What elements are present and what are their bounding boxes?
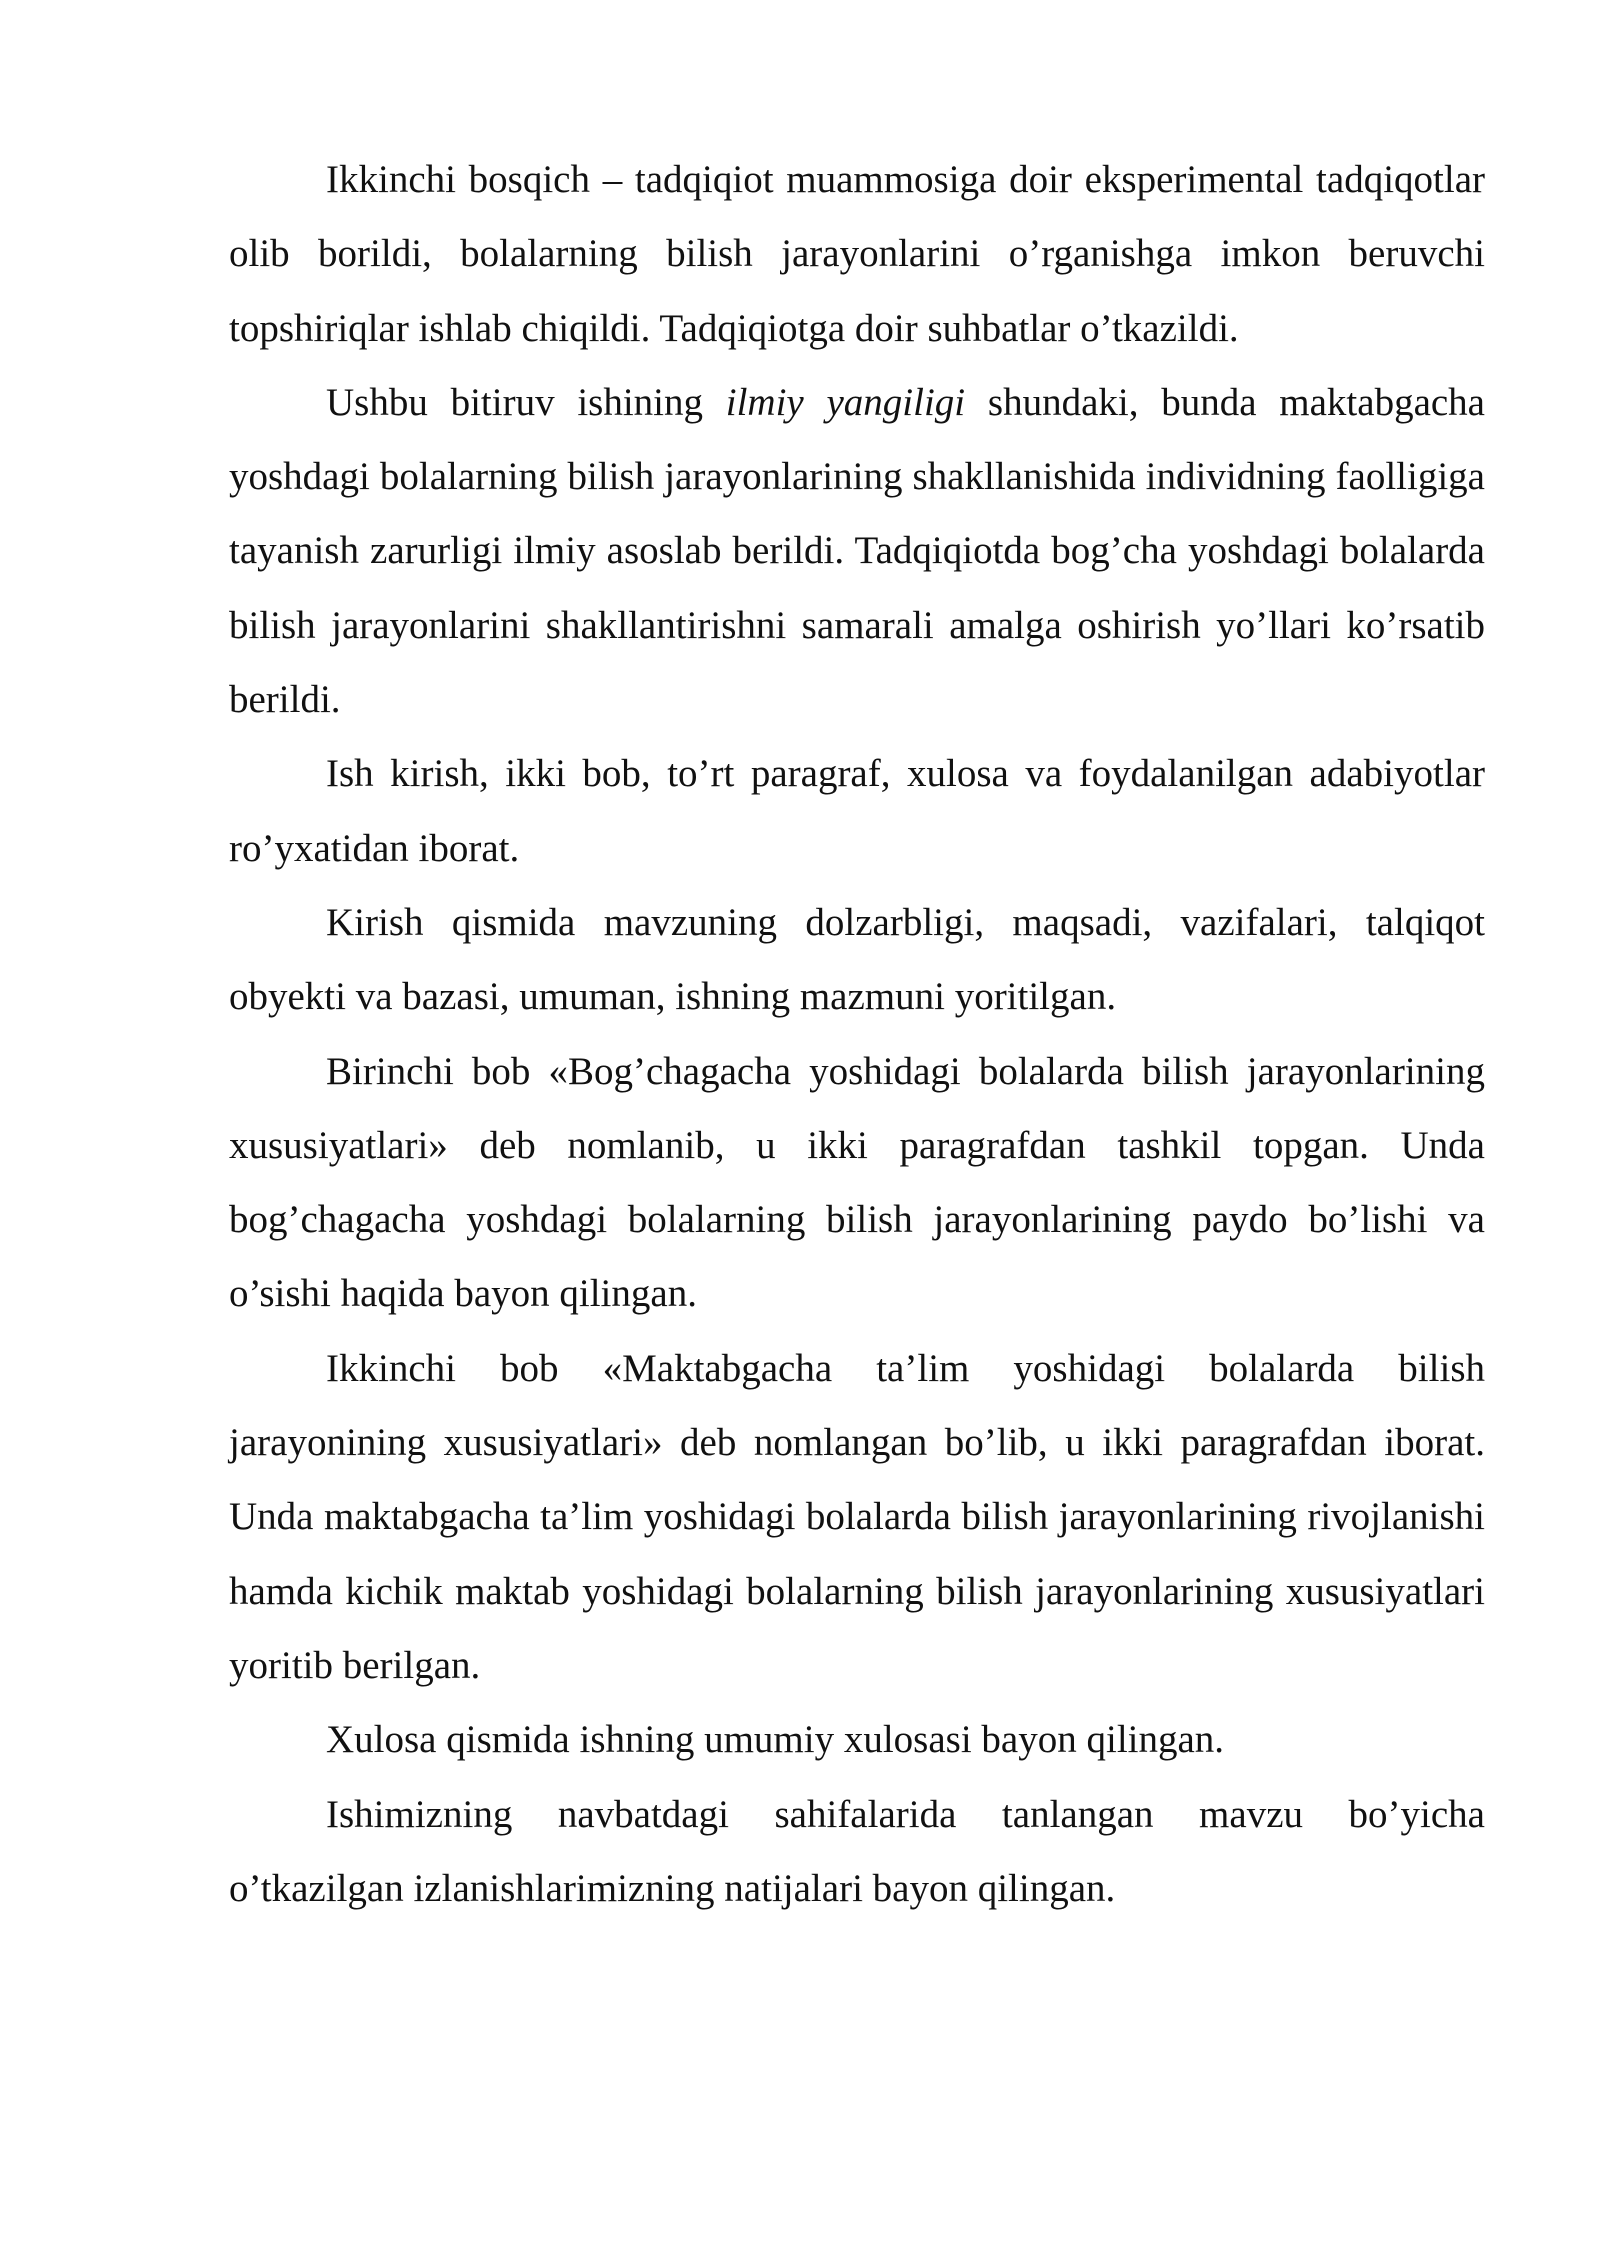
paragraph-text: shundaki, bunda maktabgacha yoshdagi bolalarning bilish jarayonlarining shakllanishida individning faolligiga tayanish zarurligi ilmiy asoslab berildi. Tadqiqiotda bog’cha yoshdagi bolalarda bilish jarayonlarini shakllantirishni samarali amalga oshirish yo’llari ko’rsatib berildi.	[229, 380, 1485, 722]
emphasized-text: ilmiy yangiligi	[725, 380, 966, 424]
paragraph-text: Ushbu bitiruv ishining	[326, 380, 726, 424]
paragraph-chapter-one: Birinchi bob «Bog’chagacha yoshidagi bolalarda bilish jarayonlarining xususiyatlari» deb nomlanib, u ikki paragrafdan tashkil topgan. Unda bog’chagacha yoshdagi bolalarning bilish jarayonlarining paydo bo’lishi va o’sishi haqida bayon qilingan.	[229, 1049, 1485, 1316]
paragraph-next-pages: Ishimizning navbatdagi sahifalarida tanlangan mavzu bo’yicha o’tkazilgan izlanishlarimizning natijalari bayon qilingan.	[229, 1792, 1485, 1910]
paragraph-second-stage: Ikkinchi bosqich – tadqiqiot muammosiga doir eksperimental tadqiqotlar olib borildi, bolalarning bilish jarayonlarini o’rganishga imkon beruvchi topshiriqlar ishlab chiqildi. Tadqiqiotga doir suhbatlar o’tkazildi.	[229, 158, 1485, 350]
paragraph-structure: Ish kirish, ikki bob, to’rt paragraf, xulosa va foydalanilgan adabiyotlar ro’yxatidan iborat.	[229, 752, 1485, 870]
paragraph-chapter-two: Ikkinchi bob «Maktabgacha ta’lim yoshidagi bolalarda bilish jarayonining xususiyatlari» deb nomlangan bo’lib, u ikki paragrafdan iborat. Unda maktabgacha ta’lim yoshidagi bolalarda bilish jarayonlarining rivojlanishi hamda kichik maktab yoshidagi bolalarning bilish jarayonlarining xususiyatlari yoritib berilgan.	[229, 1346, 1485, 1687]
paragraph-scientific-novelty	[229, 366, 1485, 737]
document-body	[229, 143, 1485, 1926]
paragraph-introduction: Kirish qismida mavzuning dolzarbligi, maqsadi, vazifalari, talqiqot obyekti va bazasi, umuman, ishning mazmuni yoritilgan.	[229, 900, 1485, 1019]
paragraph-conclusion: Xulosa qismida ishning umumiy xulosasi bayon qilingan.	[326, 1718, 1225, 1762]
